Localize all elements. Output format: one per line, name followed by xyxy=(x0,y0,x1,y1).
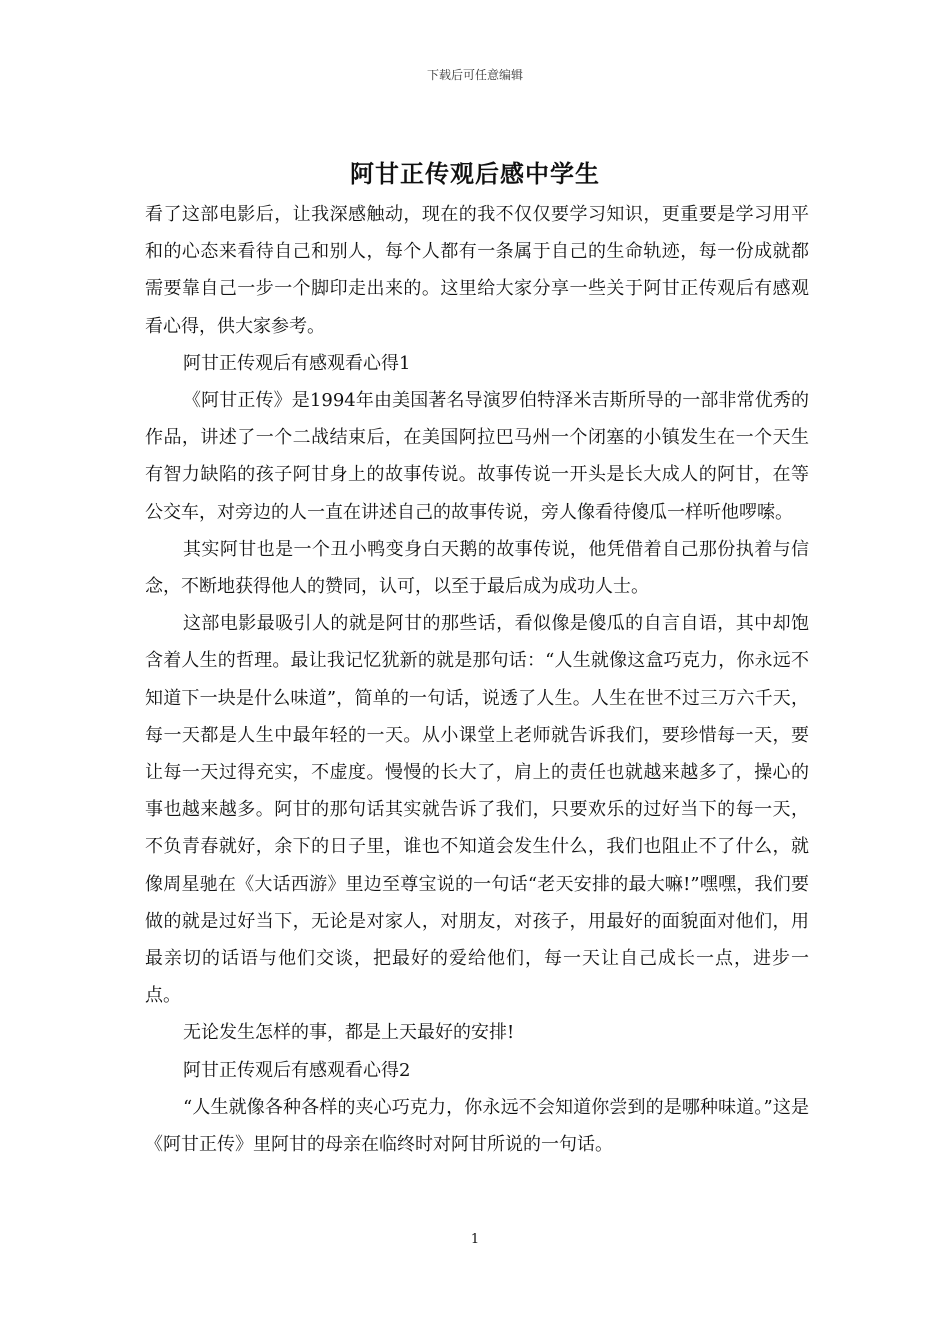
page-header: 下载后可任意编辑 xyxy=(426,68,523,82)
paragraph: “人生就像各种各样的夹心巧克力，你永远不会知道你尝到的是哪种味道。”这是《阿甘正传》里阿甘的母亲在临终时对阿甘所说的一句话。 xyxy=(145,1096,809,1156)
document-body xyxy=(145,196,809,1163)
paragraph: 《阿甘正传》是1994年由美国著名导演罗伯特泽米吉斯所导的一部非常优秀的作品，讲述了一个二战结束后，在美国阿拉巴马州一个闭塞的小镇发生在一个天生有智力缺陷的孩子阿甘身上的故事传说。故事传说一开头是长大成人的阿甘，在等公交车，对旁边的人一直在讲述自己的故事传说，旁人像看待傻瓜一样听他啰嗦。 xyxy=(145,390,809,523)
page-number: 1 xyxy=(470,1232,480,1247)
section-heading-1: 阿甘正传观后有感观看心得1 xyxy=(183,352,411,374)
document-title: 阿甘正传观后感中学生 xyxy=(350,160,600,188)
paragraph: 其实阿甘也是一个丑小鸭变身白天鹅的故事传说，他凭借着自己那份执着与信念，不断地获得他人的赞同，认可，以至于最后成为成功人士。 xyxy=(145,538,809,598)
paragraph: 无论发生怎样的事，都是上天最好的安排! xyxy=(183,1022,515,1044)
section-heading-2: 阿甘正传观后有感观看心得2 xyxy=(183,1059,411,1081)
paragraph: 这部电影最吸引人的就是阿甘的那些话，看似像是傻瓜的自言自语，其中却饱含着人生的哲理。最让我记忆犹新的就是那句话：“人生就像这盒巧克力，你永远不知道下一块是什么味道”，简单的一句话，说透了人生。人生在世不过三万六千天，每一天都是人生中最年轻的一天。从小课堂上老师就告诉我们，要珍惜每一天，要让每一天过得充实，不虚度。慢慢的长大了，肩上的责任也就越来越多了，操心的事也越来越多。阿甘的那句话其实就告诉了我们，只要欢乐的过好当下的每一天，不负青春就好，余下的日子里，谁也不知道会发生什么，我们也阻止不了什么，就像周星驰在《大话西游》里边至尊宝说的一句话“老天安排的最大嘛!”嘿嘿，我们要做的就是过好当下，无论是对家人，对朋友，对孩子，用最好的面貌面对他们，用最亲切的话语与他们交谈，把最好的爱给他们，每一天让自己成长一点，进步一点。 xyxy=(145,613,809,1007)
paragraph-intro: 看了这部电影后，让我深感触动，现在的我不仅仅要学习知识，更重要是学习用平和的心态来看待自己和别人，每个人都有一条属于自己的生命轨迹，每一份成就都需要靠自己一步一个脚印走出来的。这里给大家分享一些关于阿甘正传观后有感观看心得，供大家参考。 xyxy=(145,204,809,337)
